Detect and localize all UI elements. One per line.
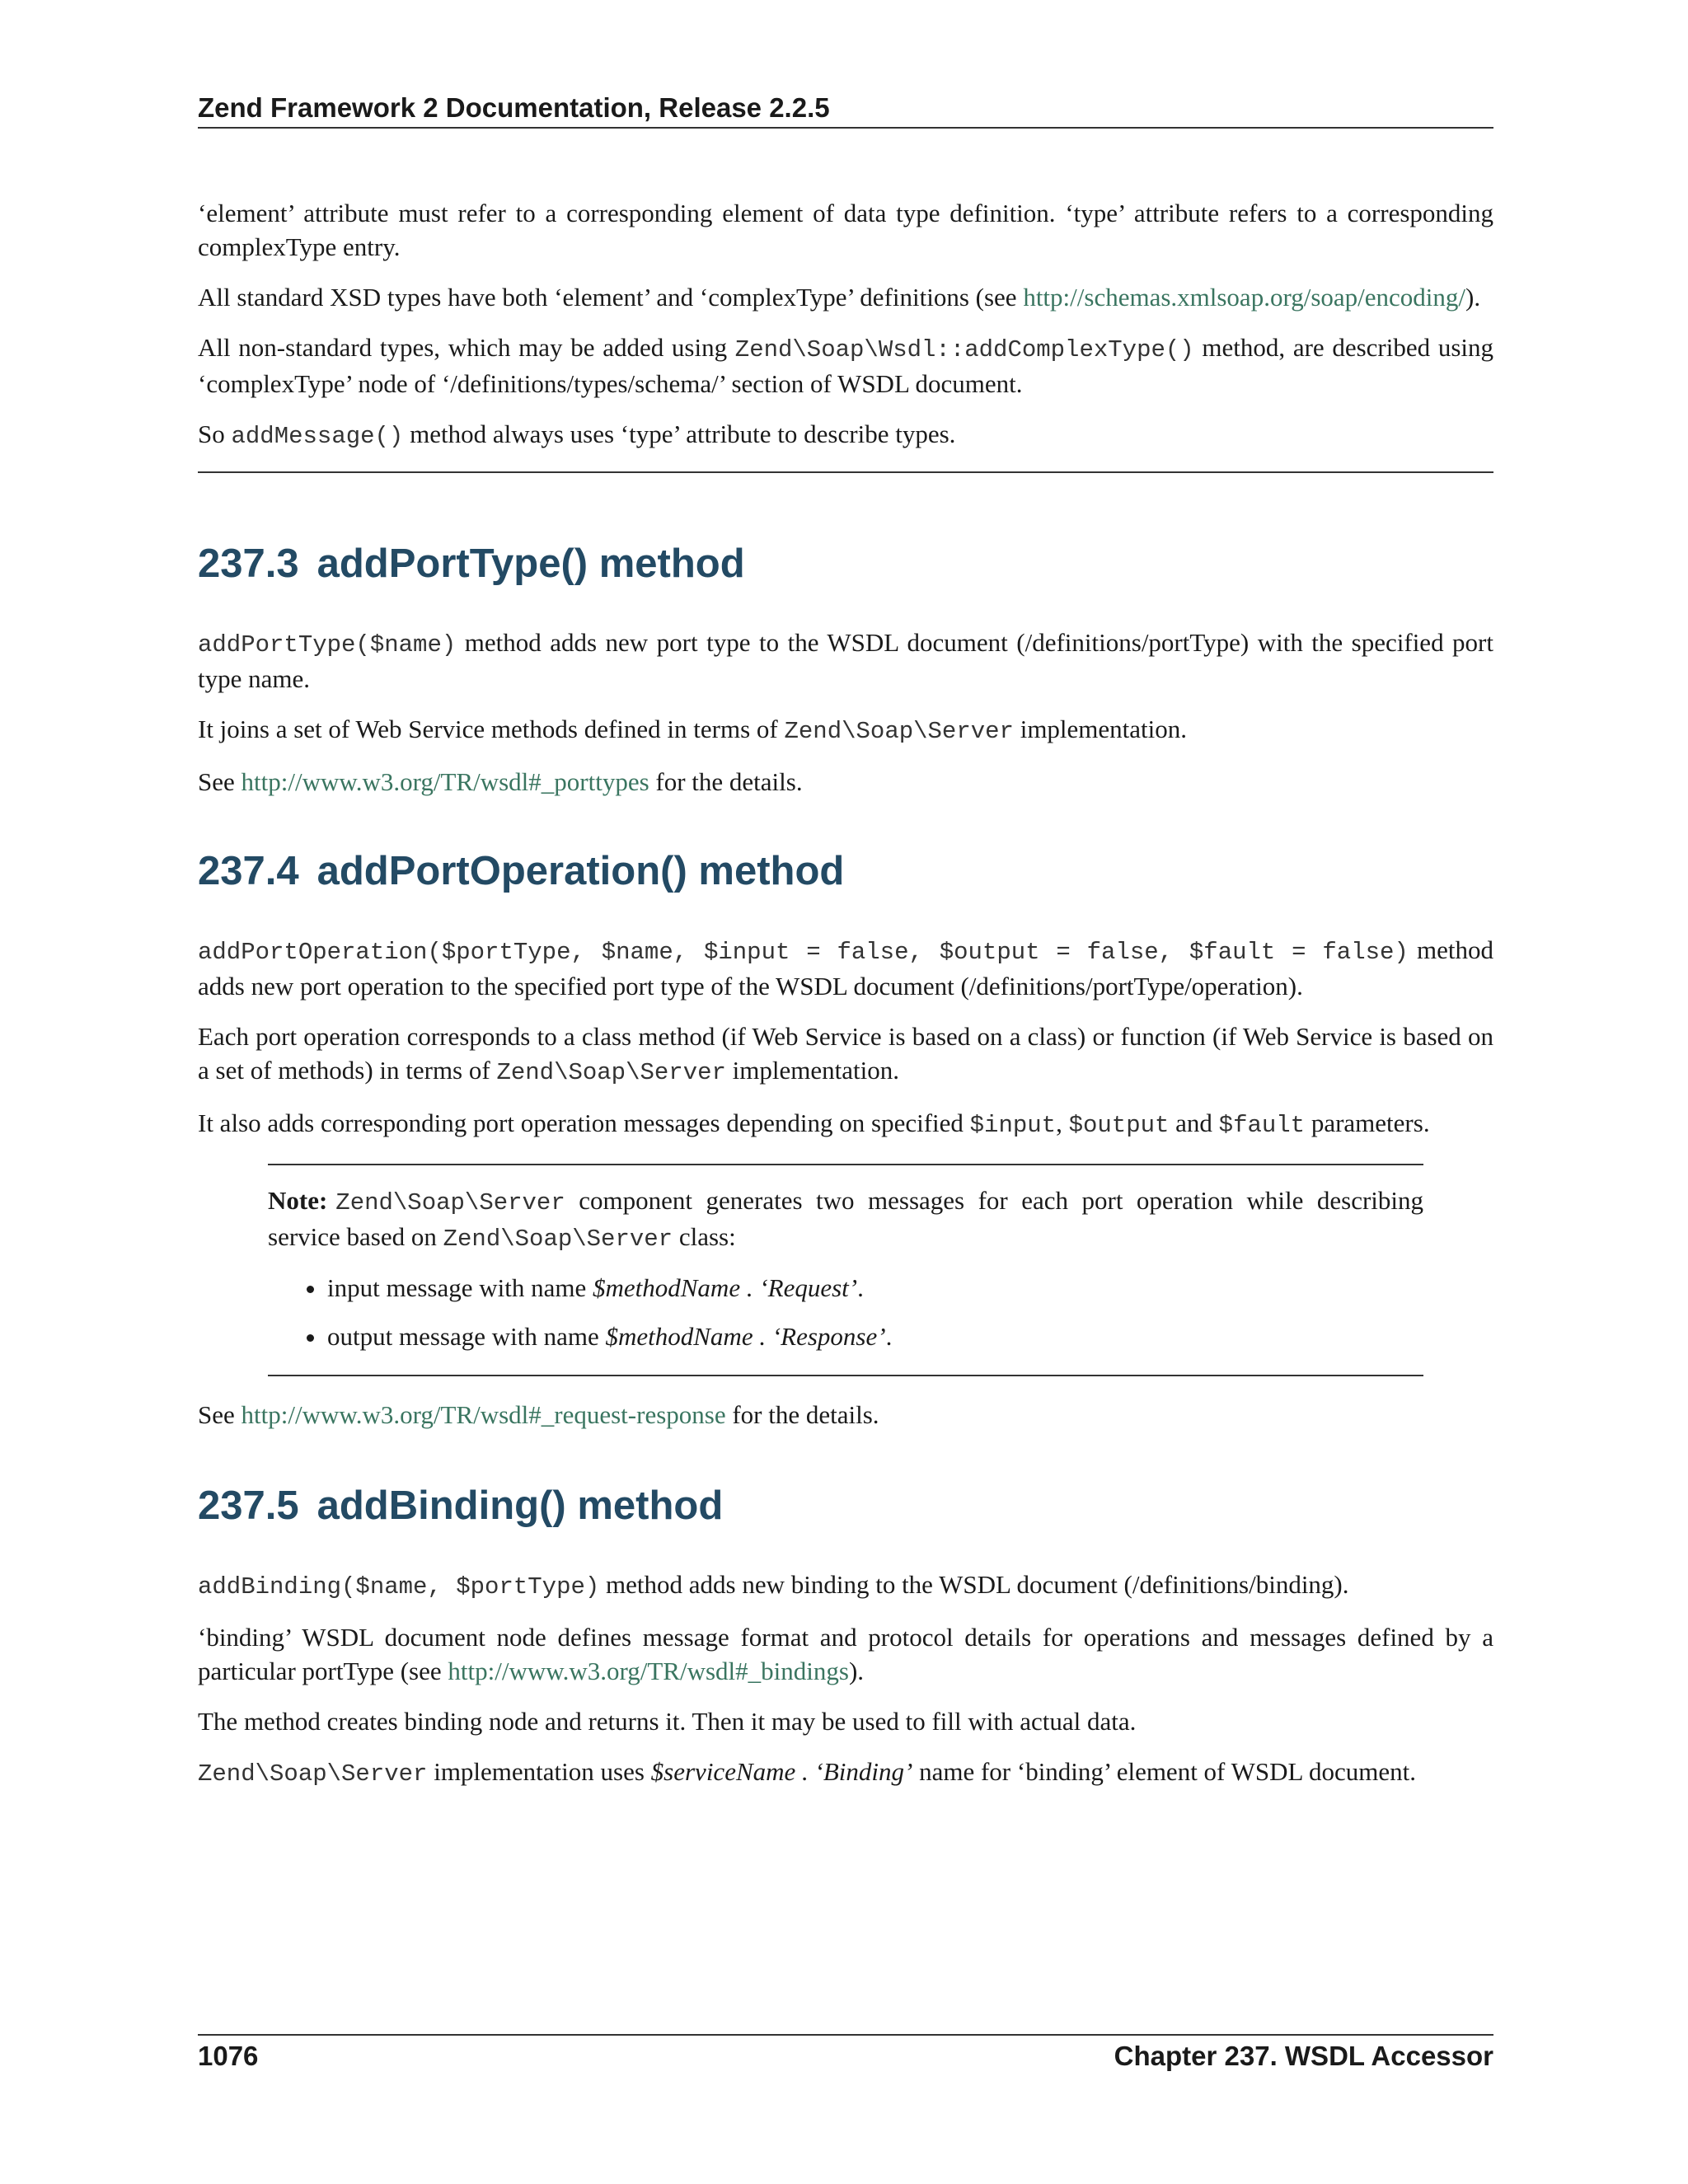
intro-paragraph-1: ‘element’ attribute must refer to a corresponding element of data type definition. ‘type’ attribute refers to a corresponding complexType entry. xyxy=(198,199,1493,261)
portoperation-paragraph-4: See http://www.w3.org/TR/wsdl#_request-response for the details. xyxy=(198,1400,879,1429)
note-label: Note: xyxy=(268,1186,328,1215)
intro-paragraph-4: So addMessage() method always uses ‘type’ attribute to describe types. xyxy=(198,419,956,450)
section-heading-addportoperation: 237.4 addPortOperation() method xyxy=(198,849,845,893)
portoperation-paragraph-1: addPortOperation($portType, $name, $input = false, $output = false, $fault = false) method adds new port operation to the specified port type of the WSDL document (/definitions/portType/operation). xyxy=(198,935,1493,1001)
inline-code: addMessage() xyxy=(231,423,404,450)
porttypes-link[interactable]: http://www.w3.org/TR/wsdl#_porttypes xyxy=(241,767,649,796)
inline-code: Zend\Soap\Server xyxy=(496,1059,726,1086)
binding-paragraph-1: addBinding($name, $portType) method adds new binding to the WSDL document (/definitions/binding). xyxy=(198,1570,1349,1601)
inline-code: Zend\Soap\Server xyxy=(335,1189,565,1216)
inline-code: addPortType($name) xyxy=(198,631,457,658)
porttype-paragraph-2: It joins a set of Web Service methods defined in terms of Zend\Soap\Server implementation. xyxy=(198,715,1188,745)
note-text: Note: Zend\Soap\Server component generates two messages for each port operation while describing service based on Zend\Soap\Server class: xyxy=(268,1186,1423,1253)
inline-code: Zend\Soap\Server xyxy=(784,718,1014,745)
list-item: • input message with name $methodName . ‘Request’. xyxy=(327,1271,1423,1305)
inline-code: $fault xyxy=(1218,1112,1306,1139)
intro-paragraph-3: All non-standard types, which may be added using Zend\Soap\Wsdl::addComplexType() method, are described using ‘complexType’ node of ‘/definitions/types/schema/’ section of WSDL document. xyxy=(198,333,1493,398)
list-item: • output message with name $methodName . ‘Response’. xyxy=(327,1319,1423,1353)
request-response-link[interactable]: http://www.w3.org/TR/wsdl#_request-response xyxy=(241,1400,726,1429)
chapter-title: Chapter 237. WSDL Accessor xyxy=(1114,2041,1493,2071)
note-box xyxy=(268,1164,1423,1376)
section-divider xyxy=(198,471,1493,473)
page-number: 1076 xyxy=(198,2041,259,2071)
section-heading-addporttype: 237.3 addPortType() method xyxy=(198,541,745,586)
inline-code: Zend\Soap\Server xyxy=(198,1760,428,1788)
inline-code: $output xyxy=(1068,1112,1170,1139)
inline-code: Zend\Soap\Server xyxy=(443,1226,673,1253)
inline-code: addBinding($name, $portType) xyxy=(198,1573,600,1601)
porttype-paragraph-1: addPortType($name) method adds new port type to the WSDL document (/definitions/portType) with the specified port type name. xyxy=(198,628,1493,693)
binding-paragraph-3: The method creates binding node and returns it. Then it may be used to fill with actual data. xyxy=(198,1707,1137,1736)
bindings-link[interactable]: http://www.w3.org/TR/wsdl#_bindings xyxy=(448,1657,849,1685)
running-footer xyxy=(198,2034,1493,2072)
running-header: Zend Framework 2 Documentation, Release 2.2.5 xyxy=(198,92,1493,129)
inline-code: $input xyxy=(969,1112,1057,1139)
note-list xyxy=(268,1271,1423,1353)
intro-paragraph-2: All standard XSD types have both ‘element’ and ‘complexType’ definitions (see http://schemas.xmlsoap.org/soap/encoding/). xyxy=(198,283,1481,312)
portoperation-paragraph-3: It also adds corresponding port operation messages depending on specified $input, $output and $fault parameters. xyxy=(198,1108,1430,1139)
schemas-encoding-link[interactable]: http://schemas.xmlsoap.org/soap/encoding/ xyxy=(1023,283,1465,312)
inline-code: addPortOperation($portType, $name, $input = false, $output = false, $fault = false) xyxy=(198,939,1409,966)
porttype-paragraph-3: See http://www.w3.org/TR/wsdl#_porttypes for the details. xyxy=(198,767,803,796)
binding-paragraph-2: ‘binding’ WSDL document node defines message format and protocol details for operations and messages defined by a particular portType (see http://www.w3.org/TR/wsdl#_bindings). xyxy=(198,1623,1493,1685)
section-heading-addbinding: 237.5 addBinding() method xyxy=(198,1483,724,1528)
page-content xyxy=(198,196,1493,1807)
portoperation-paragraph-2: Each port operation corresponds to a class method (if Web Service is based on a class) or function (if Web Service is based on a set of methods) in terms of Zend\Soap\Server implementation. xyxy=(198,1022,1493,1086)
inline-code: Zend\Soap\Wsdl::addComplexType() xyxy=(734,336,1194,363)
binding-paragraph-4: Zend\Soap\Server implementation uses $serviceName . ‘Binding’ name for ‘binding’ element of WSDL document. xyxy=(198,1757,1416,1788)
